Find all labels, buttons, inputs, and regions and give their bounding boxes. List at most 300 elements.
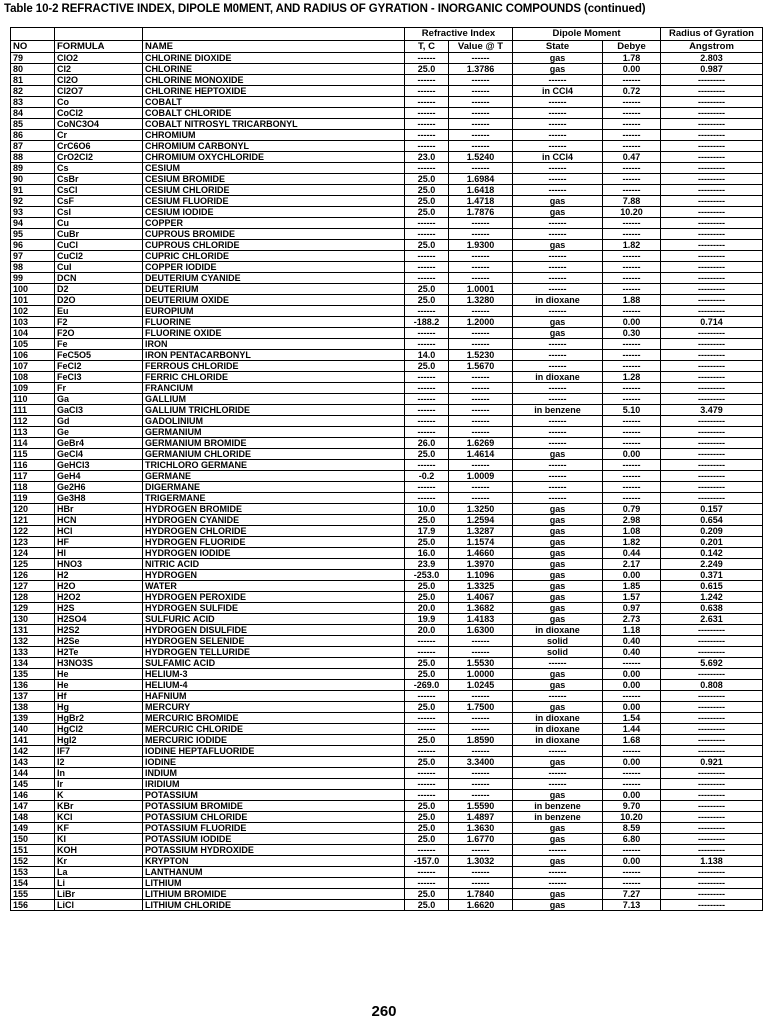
cell-refractive-value: ------	[449, 427, 513, 438]
cell-debye: 0.00	[603, 570, 661, 581]
cell-radius: ---------	[661, 801, 763, 812]
cell-temperature: ------	[405, 339, 449, 350]
header-group-row	[11, 28, 763, 41]
cell-formula: CrO2Cl2	[55, 152, 143, 163]
cell-formula: CrC6O6	[55, 141, 143, 152]
page-number: 260	[371, 1003, 397, 1020]
cell-formula: Gd	[55, 416, 143, 427]
cell-radius: ---------	[661, 141, 763, 152]
cell-state: gas	[513, 834, 603, 845]
cell-no: 101	[11, 295, 55, 306]
cell-state: gas	[513, 526, 603, 537]
cell-temperature: 25.0	[405, 284, 449, 295]
cell-formula: H2O	[55, 581, 143, 592]
cell-formula: HCN	[55, 515, 143, 526]
cell-formula: CuCl2	[55, 251, 143, 262]
cell-radius: ---------	[661, 383, 763, 394]
header-state: State	[513, 41, 603, 53]
cell-state: in CCl4	[513, 86, 603, 97]
cell-name: FERRIC CHLORIDE	[143, 372, 405, 383]
cell-name: POTASSIUM	[143, 790, 405, 801]
cell-name: IRON PENTACARBONYL	[143, 350, 405, 361]
cell-no: 84	[11, 108, 55, 119]
cell-debye: ------	[603, 482, 661, 493]
cell-name: CESIUM	[143, 163, 405, 174]
table-row	[11, 317, 763, 328]
cell-refractive-value: ------	[449, 768, 513, 779]
table-row	[11, 812, 763, 823]
cell-state: ------	[513, 229, 603, 240]
cell-no: 130	[11, 614, 55, 625]
cell-debye: ------	[603, 306, 661, 317]
cell-debye: ------	[603, 174, 661, 185]
cell-formula: H2SO4	[55, 614, 143, 625]
cell-debye: ------	[603, 218, 661, 229]
cell-name: POTASSIUM CHLORIDE	[143, 812, 405, 823]
cell-radius: ---------	[661, 669, 763, 680]
cell-no: 121	[11, 515, 55, 526]
cell-refractive-value: ------	[449, 845, 513, 856]
cell-state: ------	[513, 878, 603, 889]
cell-temperature: ------	[405, 790, 449, 801]
table-row	[11, 889, 763, 900]
cell-formula: H2Te	[55, 647, 143, 658]
cell-radius: ---------	[661, 889, 763, 900]
table-row	[11, 427, 763, 438]
cell-temperature: 25.0	[405, 361, 449, 372]
cell-state: ------	[513, 174, 603, 185]
cell-debye: 1.82	[603, 240, 661, 251]
cell-no: 104	[11, 328, 55, 339]
cell-name: IRIDIUM	[143, 779, 405, 790]
cell-no: 123	[11, 537, 55, 548]
cell-formula: Eu	[55, 306, 143, 317]
cell-temperature: 25.0	[405, 834, 449, 845]
cell-no: 112	[11, 416, 55, 427]
table-row	[11, 141, 763, 152]
cell-name: COBALT NITROSYL TRICARBONYL	[143, 119, 405, 130]
table-row	[11, 449, 763, 460]
cell-refractive-value: 1.3682	[449, 603, 513, 614]
cell-state: gas	[513, 757, 603, 768]
cell-refractive-value: 1.0245	[449, 680, 513, 691]
cell-no: 107	[11, 361, 55, 372]
cell-debye: 2.73	[603, 614, 661, 625]
cell-state: ------	[513, 460, 603, 471]
cell-radius: ---------	[661, 394, 763, 405]
cell-temperature: ------	[405, 372, 449, 383]
cell-formula: H2	[55, 570, 143, 581]
cell-temperature: ------	[405, 405, 449, 416]
table-row	[11, 75, 763, 86]
cell-debye: ------	[603, 361, 661, 372]
cell-refractive-value: ------	[449, 394, 513, 405]
cell-refractive-value: ------	[449, 75, 513, 86]
cell-refractive-value: 1.7500	[449, 702, 513, 713]
cell-debye: 1.28	[603, 372, 661, 383]
cell-formula: Ge	[55, 427, 143, 438]
cell-formula: KF	[55, 823, 143, 834]
cell-name: DIGERMANE	[143, 482, 405, 493]
cell-radius: ---------	[661, 900, 763, 911]
cell-debye: ------	[603, 229, 661, 240]
cell-debye: 0.40	[603, 636, 661, 647]
cell-temperature: ------	[405, 416, 449, 427]
cell-debye: ------	[603, 746, 661, 757]
cell-temperature: ------	[405, 130, 449, 141]
cell-state: in CCl4	[513, 152, 603, 163]
cell-state: gas	[513, 207, 603, 218]
cell-refractive-value: 1.2594	[449, 515, 513, 526]
cell-debye: ------	[603, 779, 661, 790]
cell-debye: 0.00	[603, 680, 661, 691]
table-row	[11, 471, 763, 482]
table-row	[11, 207, 763, 218]
header-blank	[11, 28, 55, 41]
cell-radius: ---------	[661, 713, 763, 724]
cell-radius: ---------	[661, 273, 763, 284]
cell-name: CUPROUS CHLORIDE	[143, 240, 405, 251]
cell-no: 122	[11, 526, 55, 537]
header-no: NO	[11, 41, 55, 53]
cell-state: gas	[513, 537, 603, 548]
cell-state: ------	[513, 185, 603, 196]
table-row	[11, 801, 763, 812]
cell-no: 135	[11, 669, 55, 680]
header-blank	[55, 28, 143, 41]
cell-no: 87	[11, 141, 55, 152]
cell-refractive-value: 1.7876	[449, 207, 513, 218]
cell-temperature: ------	[405, 53, 449, 64]
cell-radius: ---------	[661, 372, 763, 383]
cell-debye: ------	[603, 878, 661, 889]
cell-name: IRON	[143, 339, 405, 350]
cell-name: DEUTERIUM	[143, 284, 405, 295]
cell-formula: La	[55, 867, 143, 878]
cell-state: ------	[513, 350, 603, 361]
table-row	[11, 790, 763, 801]
cell-radius: ---------	[661, 702, 763, 713]
cell-radius: ---------	[661, 691, 763, 702]
cell-state: gas	[513, 581, 603, 592]
cell-name: POTASSIUM HYDROXIDE	[143, 845, 405, 856]
cell-formula: Co	[55, 97, 143, 108]
cell-refractive-value: ------	[449, 746, 513, 757]
cell-name: CESIUM IODIDE	[143, 207, 405, 218]
cell-debye: 0.00	[603, 856, 661, 867]
cell-radius: ---------	[661, 625, 763, 636]
table-row	[11, 702, 763, 713]
cell-no: 147	[11, 801, 55, 812]
cell-state: gas	[513, 548, 603, 559]
cell-no: 81	[11, 75, 55, 86]
cell-no: 145	[11, 779, 55, 790]
cell-debye: 9.70	[603, 801, 661, 812]
table-row	[11, 251, 763, 262]
cell-refractive-value: ------	[449, 790, 513, 801]
cell-radius: ---------	[661, 460, 763, 471]
cell-temperature: 25.0	[405, 581, 449, 592]
table-row	[11, 669, 763, 680]
cell-name: GERMANIUM BROMIDE	[143, 438, 405, 449]
cell-name: TRIGERMANE	[143, 493, 405, 504]
cell-no: 82	[11, 86, 55, 97]
cell-temperature: 25.0	[405, 295, 449, 306]
cell-radius: 0.201	[661, 537, 763, 548]
cell-name: HYDROGEN IODIDE	[143, 548, 405, 559]
cell-refractive-value: 1.6269	[449, 438, 513, 449]
cell-radius: ---------	[661, 196, 763, 207]
header-name: NAME	[143, 41, 405, 53]
cell-radius: ---------	[661, 768, 763, 779]
cell-temperature: ------	[405, 75, 449, 86]
cell-refractive-value: 1.5670	[449, 361, 513, 372]
cell-name: GADOLINIUM	[143, 416, 405, 427]
cell-temperature: 25.0	[405, 207, 449, 218]
cell-state: ------	[513, 779, 603, 790]
cell-refractive-value: ------	[449, 86, 513, 97]
cell-refractive-value: 1.3970	[449, 559, 513, 570]
table-row	[11, 603, 763, 614]
cell-no: 80	[11, 64, 55, 75]
cell-state: gas	[513, 570, 603, 581]
cell-radius: ---------	[661, 647, 763, 658]
cell-formula: Hg	[55, 702, 143, 713]
cell-name: CESIUM BROMIDE	[143, 174, 405, 185]
cell-debye: ------	[603, 141, 661, 152]
cell-formula: H3NO3S	[55, 658, 143, 669]
cell-radius: ---------	[661, 174, 763, 185]
cell-debye: ------	[603, 394, 661, 405]
cell-state: gas	[513, 196, 603, 207]
cell-name: HYDROGEN	[143, 570, 405, 581]
cell-temperature: ------	[405, 724, 449, 735]
cell-temperature: ------	[405, 141, 449, 152]
cell-temperature: ------	[405, 86, 449, 97]
cell-radius: 0.371	[661, 570, 763, 581]
cell-debye: 0.79	[603, 504, 661, 515]
header-dipole-moment: Dipole Moment	[513, 28, 661, 41]
cell-radius: ---------	[661, 75, 763, 86]
cell-name: LANTHANUM	[143, 867, 405, 878]
table-row	[11, 361, 763, 372]
cell-name: FRANCIUM	[143, 383, 405, 394]
cell-refractive-value: ------	[449, 262, 513, 273]
cell-refractive-value: 1.6984	[449, 174, 513, 185]
cell-formula: IF7	[55, 746, 143, 757]
cell-state: in benzene	[513, 812, 603, 823]
cell-debye: 6.80	[603, 834, 661, 845]
cell-formula: Cl2O7	[55, 86, 143, 97]
cell-temperature: ------	[405, 218, 449, 229]
cell-radius: ---------	[661, 823, 763, 834]
cell-state: ------	[513, 416, 603, 427]
cell-no: 156	[11, 900, 55, 911]
cell-refractive-value: 1.6620	[449, 900, 513, 911]
table-row	[11, 768, 763, 779]
cell-temperature: ------	[405, 779, 449, 790]
cell-formula: D2O	[55, 295, 143, 306]
table-row	[11, 108, 763, 119]
cell-formula: Cl2	[55, 64, 143, 75]
cell-refractive-value: 1.1574	[449, 537, 513, 548]
table-row	[11, 735, 763, 746]
table-row	[11, 262, 763, 273]
cell-refractive-value: 1.3280	[449, 295, 513, 306]
cell-temperature: ------	[405, 427, 449, 438]
cell-formula: ClO2	[55, 53, 143, 64]
cell-formula: GeBr4	[55, 438, 143, 449]
cell-state: in dioxane	[513, 735, 603, 746]
cell-debye: ------	[603, 471, 661, 482]
cell-state: ------	[513, 108, 603, 119]
cell-no: 99	[11, 273, 55, 284]
cell-debye: 1.78	[603, 53, 661, 64]
cell-state: gas	[513, 790, 603, 801]
cell-name: HELIUM-3	[143, 669, 405, 680]
cell-radius: ---------	[661, 97, 763, 108]
cell-debye: ------	[603, 163, 661, 174]
cell-no: 120	[11, 504, 55, 515]
cell-temperature: 25.0	[405, 757, 449, 768]
cell-temperature: ------	[405, 163, 449, 174]
table-row	[11, 163, 763, 174]
table-row	[11, 834, 763, 845]
cell-state: ------	[513, 482, 603, 493]
cell-no: 118	[11, 482, 55, 493]
table-row	[11, 97, 763, 108]
cell-name: CHROMIUM CARBONYL	[143, 141, 405, 152]
cell-temperature: 23.9	[405, 559, 449, 570]
cell-name: WATER	[143, 581, 405, 592]
cell-refractive-value: 1.2000	[449, 317, 513, 328]
cell-formula: Hf	[55, 691, 143, 702]
cell-formula: KI	[55, 834, 143, 845]
cell-refractive-value: ------	[449, 416, 513, 427]
cell-radius: 0.209	[661, 526, 763, 537]
header-value: Value @ T	[449, 41, 513, 53]
cell-debye: 1.57	[603, 592, 661, 603]
cell-state: ------	[513, 273, 603, 284]
cell-no: 86	[11, 130, 55, 141]
cell-state: gas	[513, 53, 603, 64]
cell-formula: CuBr	[55, 229, 143, 240]
cell-refractive-value: 1.5240	[449, 152, 513, 163]
cell-refractive-value: ------	[449, 724, 513, 735]
cell-radius: 0.921	[661, 757, 763, 768]
cell-state: gas	[513, 504, 603, 515]
cell-name: NITRIC ACID	[143, 559, 405, 570]
cell-state: ------	[513, 306, 603, 317]
cell-debye: 1.54	[603, 713, 661, 724]
table-row	[11, 636, 763, 647]
cell-no: 154	[11, 878, 55, 889]
cell-formula: GeHCl3	[55, 460, 143, 471]
table-row	[11, 581, 763, 592]
cell-formula: I2	[55, 757, 143, 768]
cell-state: gas	[513, 603, 603, 614]
cell-radius: 0.987	[661, 64, 763, 75]
cell-state: ------	[513, 493, 603, 504]
cell-no: 138	[11, 702, 55, 713]
cell-debye: 0.47	[603, 152, 661, 163]
cell-name: IODINE HEPTAFLUORIDE	[143, 746, 405, 757]
table-body	[11, 53, 763, 911]
cell-radius: ---------	[661, 724, 763, 735]
cell-refractive-value: 1.4718	[449, 196, 513, 207]
cell-name: DEUTERIUM CYANIDE	[143, 273, 405, 284]
cell-formula: KCl	[55, 812, 143, 823]
cell-temperature: ------	[405, 229, 449, 240]
cell-refractive-value: ------	[449, 878, 513, 889]
cell-state: gas	[513, 317, 603, 328]
cell-no: 124	[11, 548, 55, 559]
cell-temperature: ------	[405, 746, 449, 757]
cell-radius: ---------	[661, 746, 763, 757]
cell-radius: ---------	[661, 493, 763, 504]
table-row	[11, 218, 763, 229]
cell-temperature: ------	[405, 262, 449, 273]
table-row	[11, 328, 763, 339]
cell-radius: ---------	[661, 471, 763, 482]
table-row	[11, 383, 763, 394]
cell-radius: ---------	[661, 108, 763, 119]
cell-state: in benzene	[513, 801, 603, 812]
cell-refractive-value: ------	[449, 53, 513, 64]
cell-formula: F2	[55, 317, 143, 328]
cell-formula: FeCl3	[55, 372, 143, 383]
cell-name: CUPROUS BROMIDE	[143, 229, 405, 240]
cell-radius: 0.157	[661, 504, 763, 515]
cell-no: 106	[11, 350, 55, 361]
cell-refractive-value: ------	[449, 108, 513, 119]
cell-no: 97	[11, 251, 55, 262]
cell-formula: GeCl4	[55, 449, 143, 460]
cell-debye: 1.08	[603, 526, 661, 537]
cell-debye: 2.98	[603, 515, 661, 526]
cell-radius: 5.692	[661, 658, 763, 669]
cell-debye: 0.72	[603, 86, 661, 97]
cell-no: 152	[11, 856, 55, 867]
cell-radius: ---------	[661, 130, 763, 141]
cell-temperature: ------	[405, 636, 449, 647]
cell-refractive-value: ------	[449, 779, 513, 790]
cell-formula: Ir	[55, 779, 143, 790]
cell-debye: ------	[603, 119, 661, 130]
cell-radius: ---------	[661, 845, 763, 856]
table-row	[11, 284, 763, 295]
cell-radius: ---------	[661, 867, 763, 878]
data-table-container	[10, 27, 762, 911]
cell-name: HYDROGEN SELENIDE	[143, 636, 405, 647]
cell-state: ------	[513, 427, 603, 438]
cell-radius: 0.638	[661, 603, 763, 614]
cell-no: 155	[11, 889, 55, 900]
cell-state: gas	[513, 328, 603, 339]
cell-no: 149	[11, 823, 55, 834]
cell-state: gas	[513, 680, 603, 691]
cell-name: TRICHLORO GERMANE	[143, 460, 405, 471]
cell-radius: 0.142	[661, 548, 763, 559]
cell-debye: ------	[603, 416, 661, 427]
table-row	[11, 592, 763, 603]
table-row	[11, 845, 763, 856]
cell-formula: CuCl	[55, 240, 143, 251]
cell-formula: GaCl3	[55, 405, 143, 416]
cell-temperature: 25.0	[405, 196, 449, 207]
cell-debye: 0.00	[603, 449, 661, 460]
cell-radius: ---------	[661, 185, 763, 196]
